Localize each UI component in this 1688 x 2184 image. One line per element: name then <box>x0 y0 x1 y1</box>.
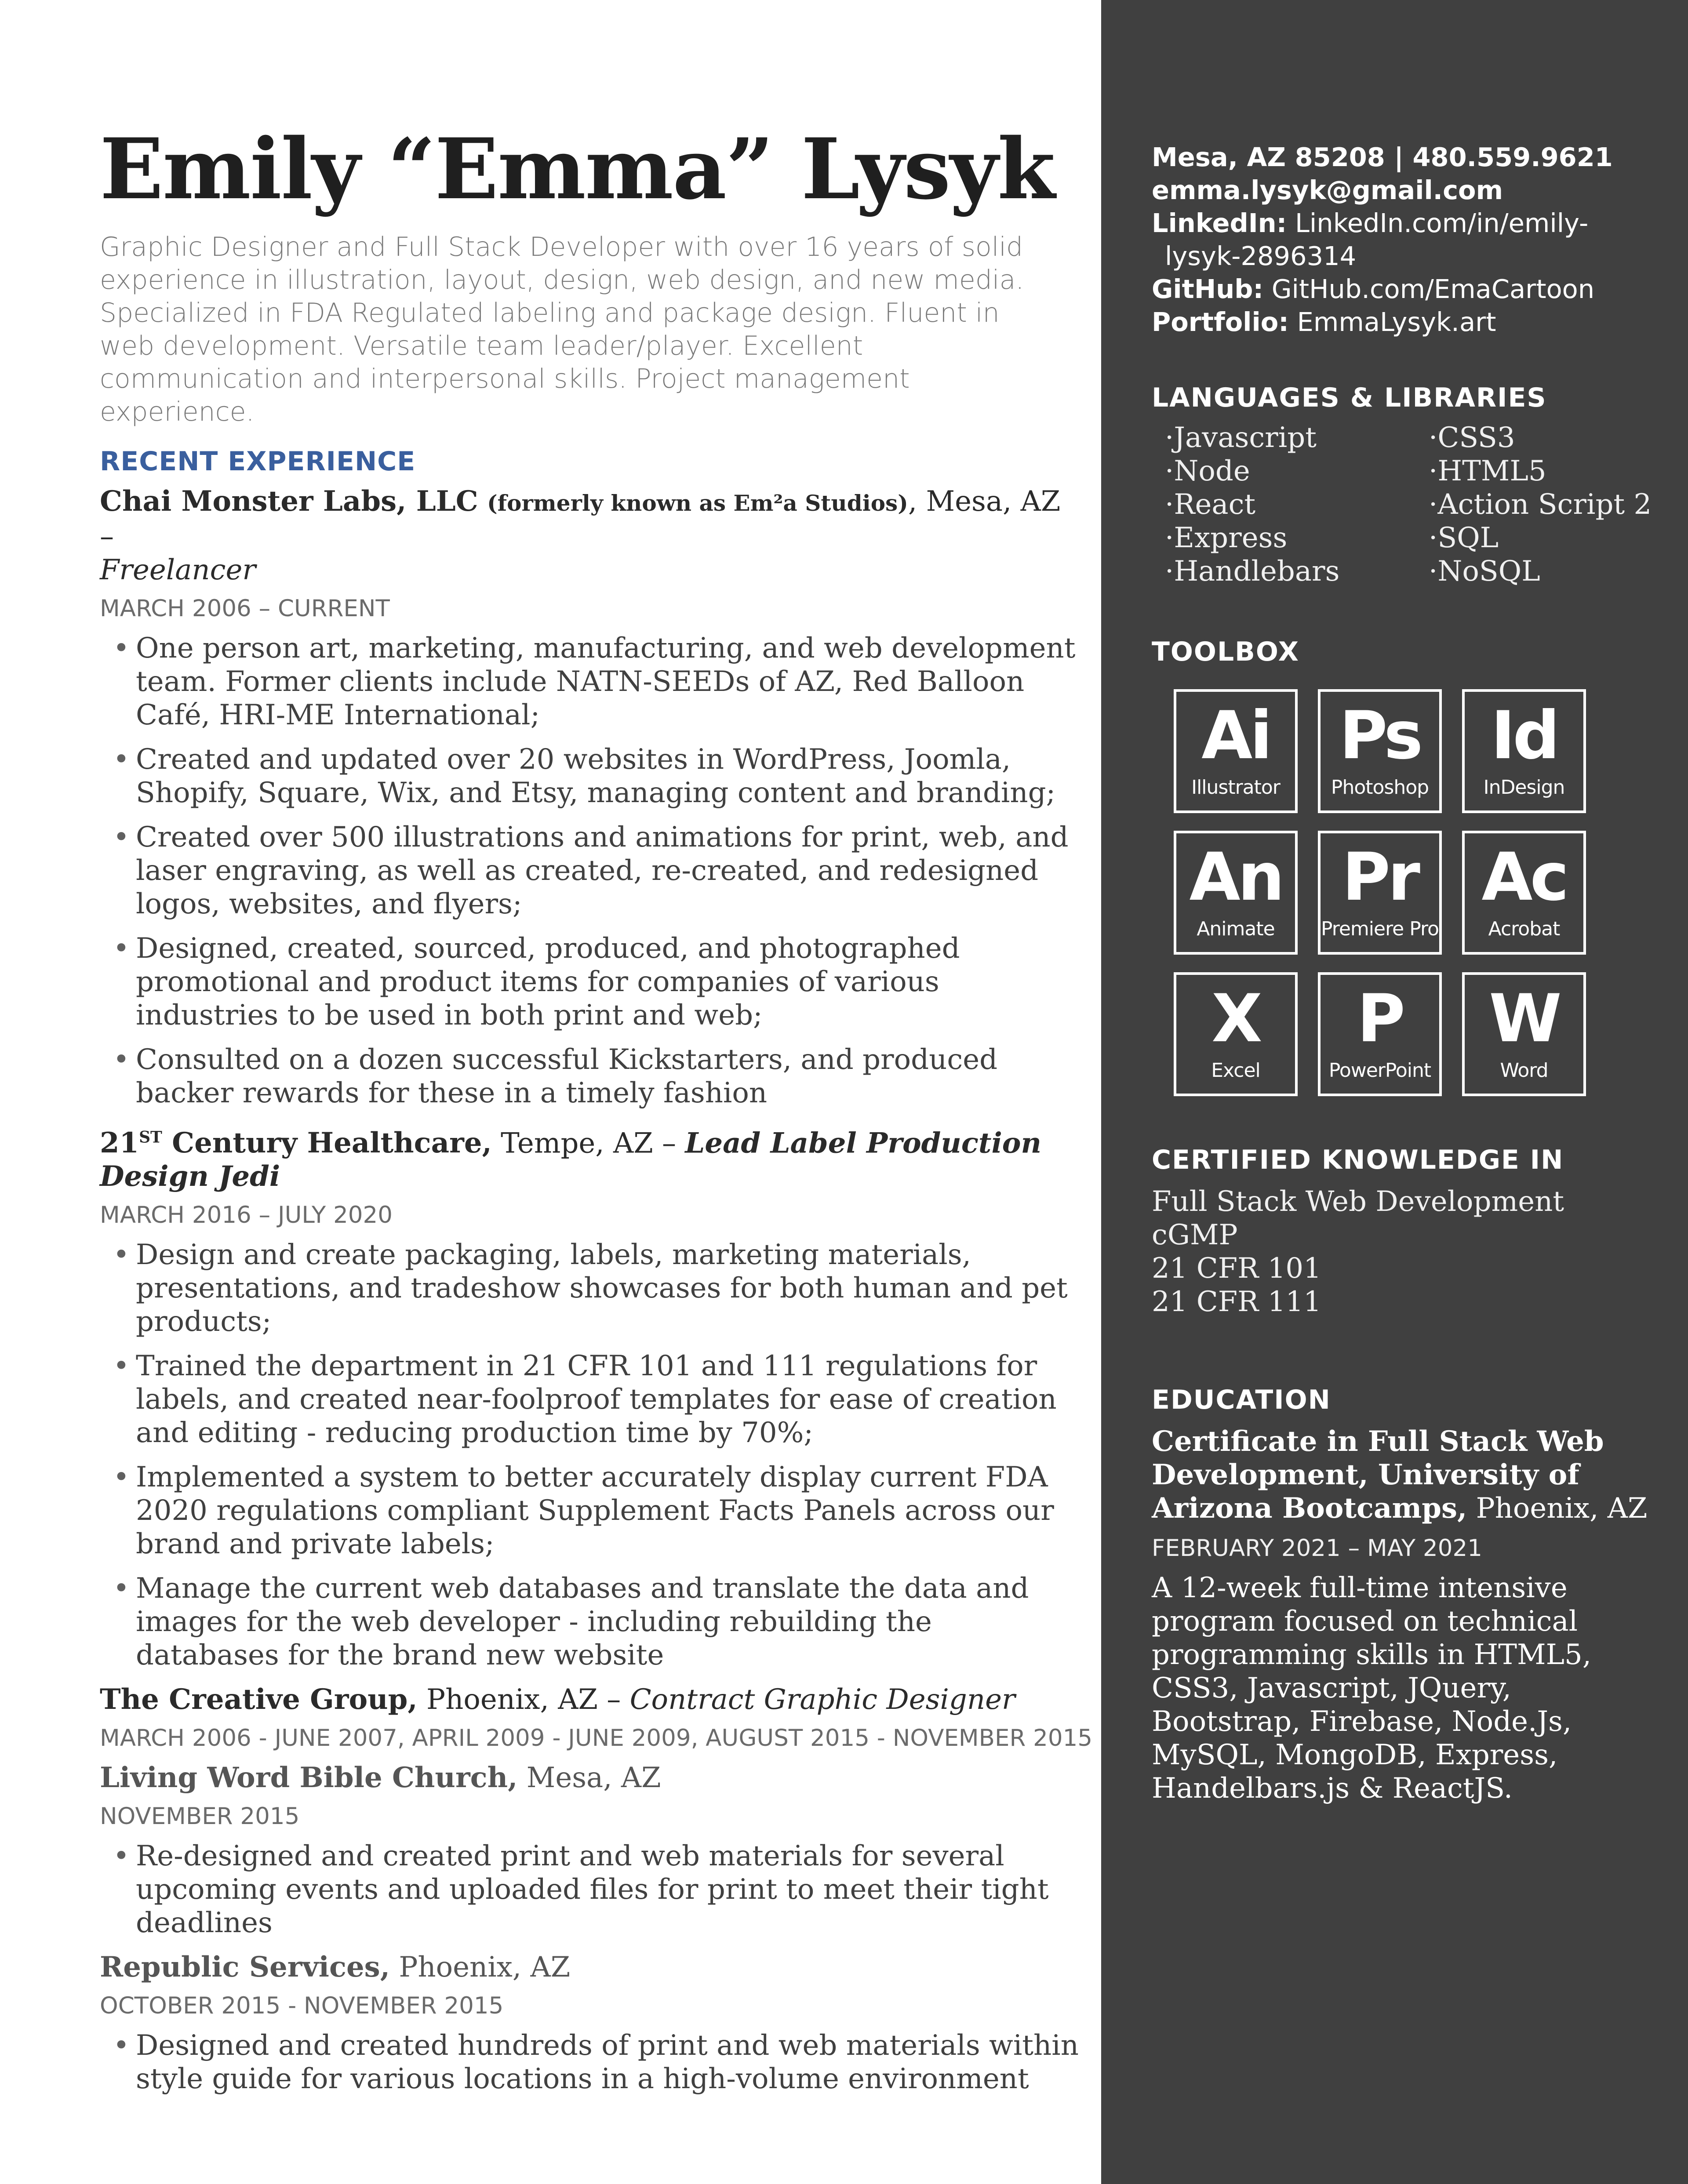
sidebar <box>1101 0 1688 2184</box>
job-entry <box>100 1683 1101 1752</box>
job-bullets <box>100 632 1080 1110</box>
candidate-name: Emily “Emma” Lysyk <box>100 120 1055 218</box>
list-item: • Design and create packaging, labels, marketing materials, presentations, and tradeshow showcases for both human and pet products; <box>113 1238 1068 1338</box>
list-item: Full Stack Web Development <box>1152 1185 1564 1218</box>
tool-illustrator: Ai Illustrator <box>1174 689 1298 813</box>
list-item: ·Handlebars <box>1165 555 1340 588</box>
photoshop-icon: Ps <box>1339 698 1421 774</box>
powerpoint-icon: P <box>1357 981 1403 1057</box>
job-location: Phoenix, AZ <box>389 1951 571 1984</box>
summary: Graphic Designer and Full Stack Developer with over 16 years of solid experience in illustration, layout, design, web design, and new media. Specialized in FDA Regulated labeling and package design. Fluent in web development. Versatile team leader/player. Excellent communication and interpersonal skills. Project management experience. <box>100 231 1024 427</box>
job-location: , Mesa, AZ – <box>100 485 1061 553</box>
tool-indesign: Id InDesign <box>1462 689 1586 813</box>
list-item: ·NoSQL <box>1429 555 1540 588</box>
company-name: Republic Services, <box>100 1950 390 1984</box>
job-date: MARCH 2006 – CURRENT <box>100 595 390 622</box>
job-date: NOVEMBER 2015 <box>100 1802 300 1830</box>
job-bullets <box>100 1238 1080 1672</box>
job-header <box>100 485 1080 587</box>
section-title-certified: CERTIFIED KNOWLEDGE IN <box>1152 1145 1564 1175</box>
list-item: • Designed, created, sourced, produced, and photographed promotional and product items for companies of various industries to be used in both print and web; <box>113 932 960 1032</box>
job-date: MARCH 2006 - JUNE 2007, APRIL 2009 - JUNE 2009, AUGUST 2015 - NOVEMBER 2015 <box>100 1724 1093 1752</box>
job-location: Tempe, AZ – <box>491 1127 685 1159</box>
tool-acrobat: Ac Acrobat <box>1462 831 1586 955</box>
list-item: ·Express <box>1165 522 1288 554</box>
job-role: Contract Graphic Designer <box>629 1683 1015 1716</box>
list-item: 21 CFR 111 <box>1152 1286 1321 1318</box>
job-header <box>100 1761 1080 1795</box>
address-phone: Mesa, AZ 85208 | 480.559.9621 <box>1152 142 1613 172</box>
company-name: Living Word Bible Church, <box>100 1761 518 1794</box>
toolbox-grid <box>1174 689 1653 1096</box>
section-title-experience: RECENT EXPERIENCE <box>100 446 416 477</box>
list-item: ·Node <box>1165 455 1250 487</box>
job-date: MARCH 2016 – JULY 2020 <box>100 1201 393 1228</box>
list-item: • Trained the department in 21 CFR 101 and 111 regulations for labels, and created near-foolproof templates for ease of creation and editing - reducing production time by 70%; <box>113 1349 1057 1449</box>
github[interactable]: GitHub: GitHub.com/EmaCartoon <box>1152 274 1595 304</box>
education-title: Certificate in Full Stack Web Development, University of Arizona Bootcamps, Phoenix, AZ <box>1152 1425 1648 1525</box>
job-date: OCTOBER 2015 - NOVEMBER 2015 <box>100 1992 504 2019</box>
list-item: • Consulted on a dozen successful Kickstarters, and produced backer rewards for these in a timely fashion <box>113 1043 998 1109</box>
list-item: ·Javascript <box>1165 422 1317 454</box>
tool-photoshop: Ps Photoshop <box>1318 689 1442 813</box>
list-item: • Implemented a system to better accurately display current FDA 2020 regulations compliant Supplement Facts Panels across our brand and private labels; <box>113 1461 1054 1560</box>
tool-excel: X Excel <box>1174 972 1298 1096</box>
list-item: • Re-designed and created print and web materials for several upcoming events and uploaded files for print to meet their tight deadlines <box>113 1839 1049 1939</box>
certified-list <box>1152 1185 1653 1319</box>
job-header <box>100 1951 1080 1984</box>
list-item: • Created over 500 illustrations and animations for print, web, and laser engraving, as well as created, re-created, and redesigned logos, websites, and flyers; <box>113 821 1069 920</box>
tool-powerpoint: P PowerPoint <box>1318 972 1442 1096</box>
linkedin[interactable]: LinkedIn: LinkedIn.com/in/emily- lysyk-2896314 <box>1152 208 1589 271</box>
animate-icon: An <box>1189 839 1282 916</box>
list-item: ·CSS3 <box>1429 422 1515 454</box>
job-header <box>100 1683 1080 1716</box>
section-title-languages: LANGUAGES & LIBRARIES <box>1152 382 1547 413</box>
job-location: Mesa, AZ <box>517 1761 661 1794</box>
job-role: Freelancer <box>100 553 256 586</box>
word-icon: W <box>1489 981 1559 1057</box>
section-title-toolbox: TOOLBOX <box>1152 636 1300 667</box>
indesign-icon: Id <box>1491 698 1557 774</box>
list-item: • Designed and created hundreds of print and web materials within style guide for various locations in a high-volume environment <box>113 2029 1079 2095</box>
list-item: cGMP <box>1152 1219 1238 1251</box>
education-date: FEBRUARY 2021 – MAY 2021 <box>1152 1535 1482 1562</box>
contact-block <box>1152 141 1653 338</box>
list-item: ·SQL <box>1429 522 1499 554</box>
list-item: ·HTML5 <box>1429 455 1546 487</box>
job-role: Lead Label Production Design Jedi <box>100 1126 1041 1193</box>
email[interactable]: emma.lysyk@gmail.com <box>1152 175 1503 205</box>
portfolio[interactable]: Portfolio: EmmaLysyk.art <box>1152 307 1496 337</box>
job-header <box>100 1121 1080 1193</box>
illustrator-icon: Ai <box>1201 698 1270 774</box>
job-location: Phoenix, AZ – <box>417 1683 630 1716</box>
list-item: ·React <box>1165 488 1256 521</box>
job-entry <box>100 1121 1101 1672</box>
job-bullets <box>100 1839 1080 1940</box>
job-entry <box>100 1951 1101 2096</box>
job-entry <box>100 485 1101 1110</box>
languages-list <box>1165 421 1653 588</box>
list-item: • Created and updated over 20 websites in WordPress, Joomla, Shopify, Square, Wix, and Etsy, managing content and branding; <box>113 743 1056 809</box>
job-bullets <box>100 2029 1080 2096</box>
job-entry <box>100 1761 1101 1940</box>
section-title-education: EDUCATION <box>1152 1385 1331 1415</box>
tool-word: W Word <box>1462 972 1586 1096</box>
excel-icon: X <box>1211 981 1260 1057</box>
list-item: ·Action Script 2 <box>1429 488 1652 521</box>
company-name: The Creative Group, <box>100 1683 418 1716</box>
company-name: Chai Monster Labs, LLC <box>100 484 478 518</box>
acrobat-icon: Ac <box>1481 839 1567 916</box>
list-item: • Manage the current web databases and translate the data and images for the web developer - including rebuilding the databases for the brand new website <box>113 1572 1029 1672</box>
premiere-pro-icon: Pr <box>1342 839 1418 916</box>
company-note: (formerly known as Em²a Studios) <box>487 490 908 516</box>
list-item: 21 CFR 101 <box>1152 1252 1321 1285</box>
tool-premiere-pro: Pr Premiere Pro <box>1318 831 1442 955</box>
tool-animate: An Animate <box>1174 831 1298 955</box>
list-item: • One person art, marketing, manufacturing, and web development team. Former clients include NATN-SEEDs of AZ, Red Balloon Café, HRI-ME International; <box>113 632 1076 731</box>
education-description: A 12-week full-time intensive program focused on technical programming skills in HTML5, CSS3, Javascript, JQuery, Bootstrap, Firebase, Node.Js, MySQL, MongoDB, Express, Handelbars.js & ReactJS. <box>1152 1572 1592 1805</box>
company-name: 21ST Century Healthcare, <box>100 1126 492 1159</box>
